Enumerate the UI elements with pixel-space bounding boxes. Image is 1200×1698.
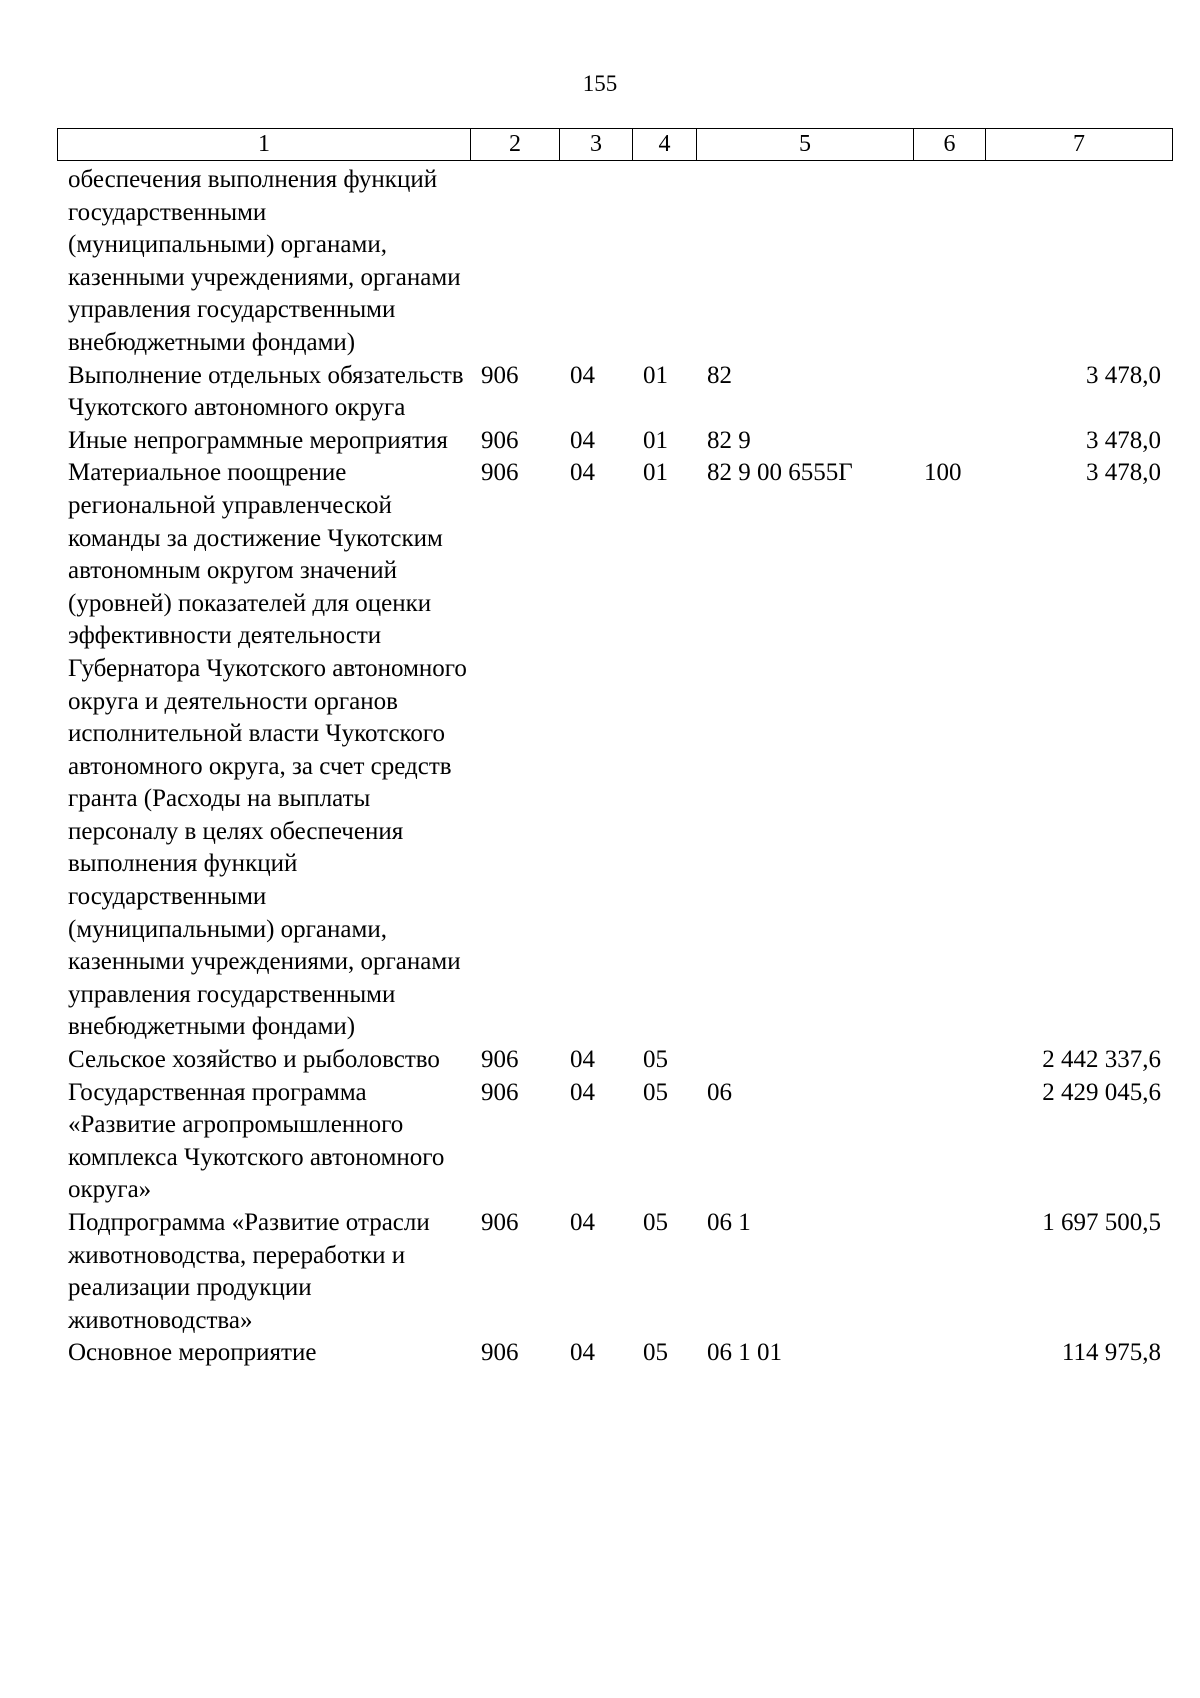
- row-col-4: 05: [643, 1078, 668, 1106]
- row-col-2: 906: [481, 459, 519, 487]
- row-description: Подпрограмма «Развитие отрасли животноводства, переработки и реализации продукции животноводства»: [68, 1209, 430, 1334]
- table-row: [57, 1337, 1172, 1370]
- column-header-4: 4: [633, 129, 697, 161]
- row-col-2: 906: [481, 426, 519, 454]
- column-header-1: 1: [58, 129, 471, 161]
- row-col-2: 906: [481, 1209, 519, 1236]
- row-col-5: [696, 1044, 913, 1077]
- row-col-4: 01: [643, 361, 668, 389]
- table-row: [57, 457, 1172, 1044]
- row-col-6: [913, 164, 985, 360]
- row-col-3: 04: [570, 1209, 595, 1236]
- row-description: Основное мероприятие: [68, 1339, 317, 1367]
- column-header-2: 2: [471, 129, 560, 161]
- table-row: [57, 1207, 1172, 1337]
- row-col-5: [696, 164, 913, 360]
- row-amount: 2 442 337,6: [1042, 1046, 1161, 1074]
- table-row: [57, 360, 1172, 425]
- row-col-3: 04: [570, 361, 595, 389]
- row-amount: 114 975,8: [1061, 1339, 1161, 1367]
- column-header-5: 5: [697, 129, 914, 161]
- row-col-5: 82 9: [707, 426, 751, 454]
- row-col-3: 04: [570, 1339, 595, 1367]
- row-col-6: [913, 425, 985, 458]
- column-header-6: 6: [914, 129, 986, 161]
- row-col-5: 82: [707, 361, 732, 389]
- row-amount: [985, 164, 1172, 360]
- row-col-2: 906: [481, 361, 519, 389]
- row-description: обеспечения выполнения функций государственными (муниципальными) органами, казенными учреждениями, органами управления государственными внебюджетными фондами): [68, 166, 461, 356]
- row-col-6: [913, 1337, 985, 1370]
- column-header-3: 3: [560, 129, 633, 161]
- row-amount: 3 478,0: [1086, 361, 1161, 389]
- row-description: Выполнение отдельных обязательств Чукотского автономного округа: [68, 361, 464, 422]
- row-description: Иные непрограммные мероприятия: [68, 426, 448, 454]
- column-header-7: 7: [986, 129, 1173, 161]
- row-amount: 3 478,0: [1086, 426, 1161, 454]
- row-col-5: 82 9 00 6555Г: [707, 459, 853, 487]
- row-description: Материальное поощрение региональной управленческой команды за достижение Чукотским автономным округом значений (уровней) показателей для оценки эффективности деятельности Губернатора Чукотского автономного округа и деятельности органов исполнительной власти Чукотского автономного округа, за счет средств гранта (Расходы на выплаты персоналу в целях обеспечения выполнения функций государственными (муниципальными) органами, казенными учреждениями, органами управления государственными внебюджетными фондами): [68, 459, 467, 1041]
- row-col-2: 906: [481, 1339, 519, 1367]
- row-description: Государственная программа «Развитие агропромышленного комплекса Чукотского автономного округа»: [68, 1078, 445, 1204]
- row-col-6: 100: [924, 459, 962, 487]
- table-row: [57, 164, 1172, 360]
- column-header-table: [57, 128, 1173, 161]
- row-amount: 1 697 500,5: [1042, 1209, 1161, 1236]
- row-col-6: [913, 1077, 985, 1207]
- table-row: [57, 1044, 1172, 1077]
- table-row: [57, 425, 1172, 458]
- row-col-3: [559, 164, 632, 360]
- row-col-4: 01: [643, 426, 668, 454]
- row-col-4: 05: [643, 1339, 668, 1367]
- row-amount: 3 478,0: [1086, 459, 1161, 487]
- row-col-5: 06: [707, 1078, 732, 1106]
- row-col-4: 05: [643, 1209, 668, 1236]
- row-description: Сельское хозяйство и рыболовство: [68, 1046, 440, 1074]
- table-body: [57, 164, 1172, 1370]
- row-col-4: 01: [643, 459, 668, 487]
- row-amount: 2 429 045,6: [1042, 1078, 1161, 1106]
- column-header-row: [58, 129, 1173, 161]
- row-col-6: [913, 1207, 985, 1337]
- row-col-4: 05: [643, 1046, 668, 1074]
- row-col-2: 906: [481, 1078, 519, 1106]
- row-col-3: 04: [570, 426, 595, 454]
- table-row: [57, 1077, 1172, 1207]
- page-number: 155: [582, 71, 618, 96]
- row-col-5: 06 1: [707, 1209, 751, 1236]
- row-col-4: [632, 164, 696, 360]
- row-col-6: [913, 1044, 985, 1077]
- row-col-5: 06 1 01: [707, 1339, 782, 1367]
- row-col-3: 04: [570, 1046, 595, 1074]
- row-col-6: [913, 360, 985, 425]
- row-col-3: 04: [570, 459, 595, 487]
- row-col-3: 04: [570, 1078, 595, 1106]
- row-col-2: 906: [481, 1046, 519, 1074]
- row-col-2: [470, 164, 559, 360]
